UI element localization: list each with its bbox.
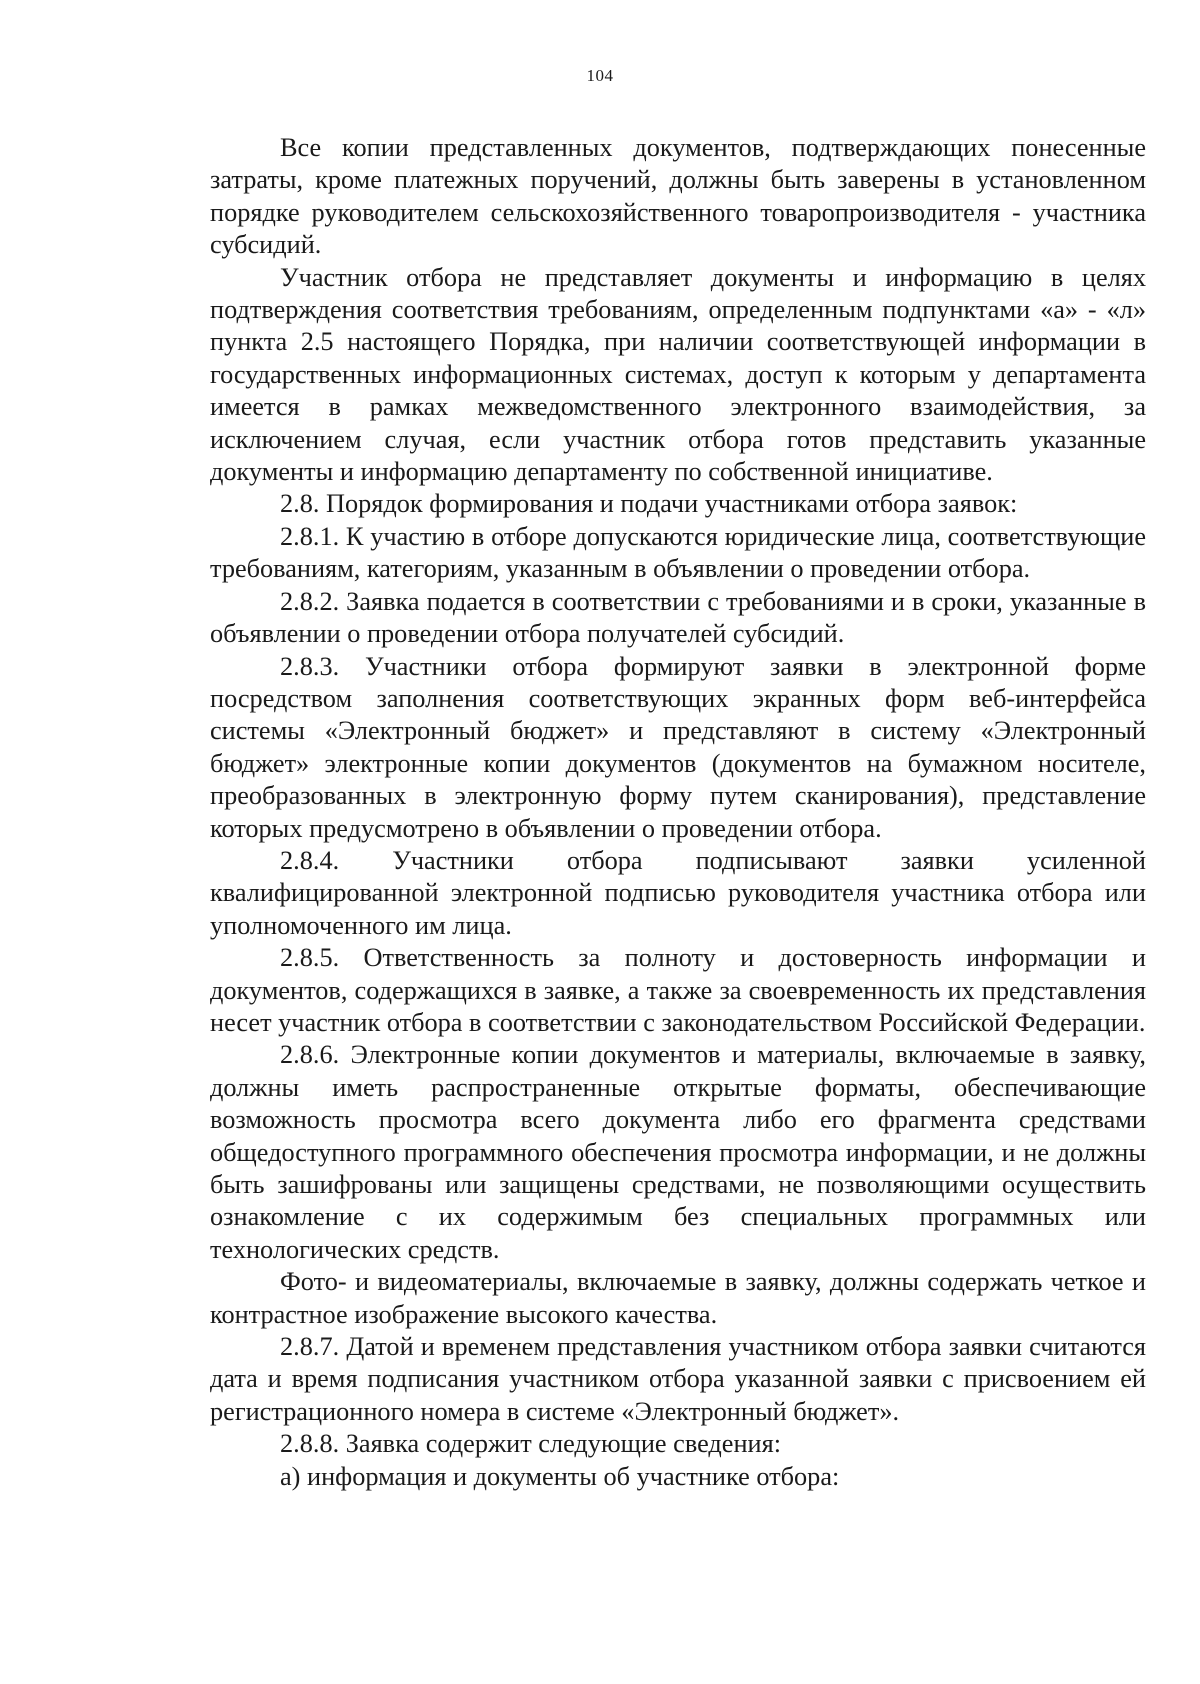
paragraph-2-8: 2.8. Порядок формирования и подачи участниками отбора заявок: bbox=[280, 489, 1018, 519]
paragraph-2-8-6: 2.8.6. Электронные копии документов и материалы, включаемые в заявку, должны иметь распространенные открытые форматы, обеспечивающие возможность просмотра всего документа либо его фрагмента средствами общедоступного программного обеспечения просмотра информации, и не должны быть зашифрованы или защищены средствами, не позволяющими осуществить ознакомление с их содержимым без специальных программных или технологических средств. bbox=[210, 1040, 1146, 1264]
paragraph-item-a: а) информация и документы об участнике отбора: bbox=[280, 1461, 840, 1491]
paragraph-participant-documents: Участник отбора не представляет документы и информацию в целях подтверждения соответствия требованиям, определенным подпунктами «а» - «л» пункта 2.5 настоящего Порядка, при наличии соответствующей информации в государственных информационных системах, доступ к которым у департамента имеется в рамках межведомственного электронного взаимодействия, за исключением случая, если участник отбора готов представить указанные документы и информацию департаменту по собственной инициативе. bbox=[210, 262, 1146, 487]
paragraph-photo-video: Фото- и видеоматериалы, включаемые в заявку, должны содержать четкое и контрастное изображение высокого качества. bbox=[210, 1267, 1146, 1329]
paragraph-2-8-3: 2.8.3. Участники отбора формируют заявки в электронной форме посредством заполнения соответствующих экранных форм веб-интерфейса системы «Электронный бюджет» и представляют в систему «Электронный бюджет» электронные копии документов (документов на бумажном носителе, преобразованных в электронную форму путем сканирования), представление которых предусмотрено в объявлении о проведении отбора. bbox=[210, 651, 1146, 843]
paragraph-2-8-1: 2.8.1. К участию в отборе допускаются юридические лица, соответствующие требованиям, категориям, указанным в объявлении о проведении отбора. bbox=[210, 521, 1146, 584]
paragraph-2-8-4: 2.8.4. Участники отбора подписывают заявки усиленной квалифицированной электронной подписью руководителя участника отбора или уполномоченного им лица. bbox=[210, 845, 1146, 940]
document-body bbox=[210, 132, 1146, 1493]
paragraph-2-8-7: 2.8.7. Датой и временем представления участником отбора заявки считаются дата и время подписания участником отбора указанной заявки с присвоением ей регистрационного номера в системе «Электронный бюджет». bbox=[210, 1332, 1146, 1426]
paragraph-copies-certification: Все копии представленных документов, подтверждающих понесенные затраты, кроме платежных поручений, должны быть заверены в установленном порядке руководителем сельскохозяйственного товаропроизводителя - участника субсидий. bbox=[210, 133, 1146, 260]
paragraph-2-8-8: 2.8.8. Заявка содержит следующие сведения: bbox=[280, 1429, 782, 1459]
paragraph-2-8-2: 2.8.2. Заявка подается в соответствии с требованиями и в сроки, указанные в объявлении о проведении отбора получателей субсидий. bbox=[210, 586, 1146, 649]
page-number: 104 bbox=[586, 66, 614, 85]
paragraph-2-8-5: 2.8.5. Ответственность за полноту и достоверность информации и документов, содержащихся в заявке, а также за своевременность их представления несет участник отбора в соответствии с законодательством Российской Федерации. bbox=[210, 943, 1146, 1037]
